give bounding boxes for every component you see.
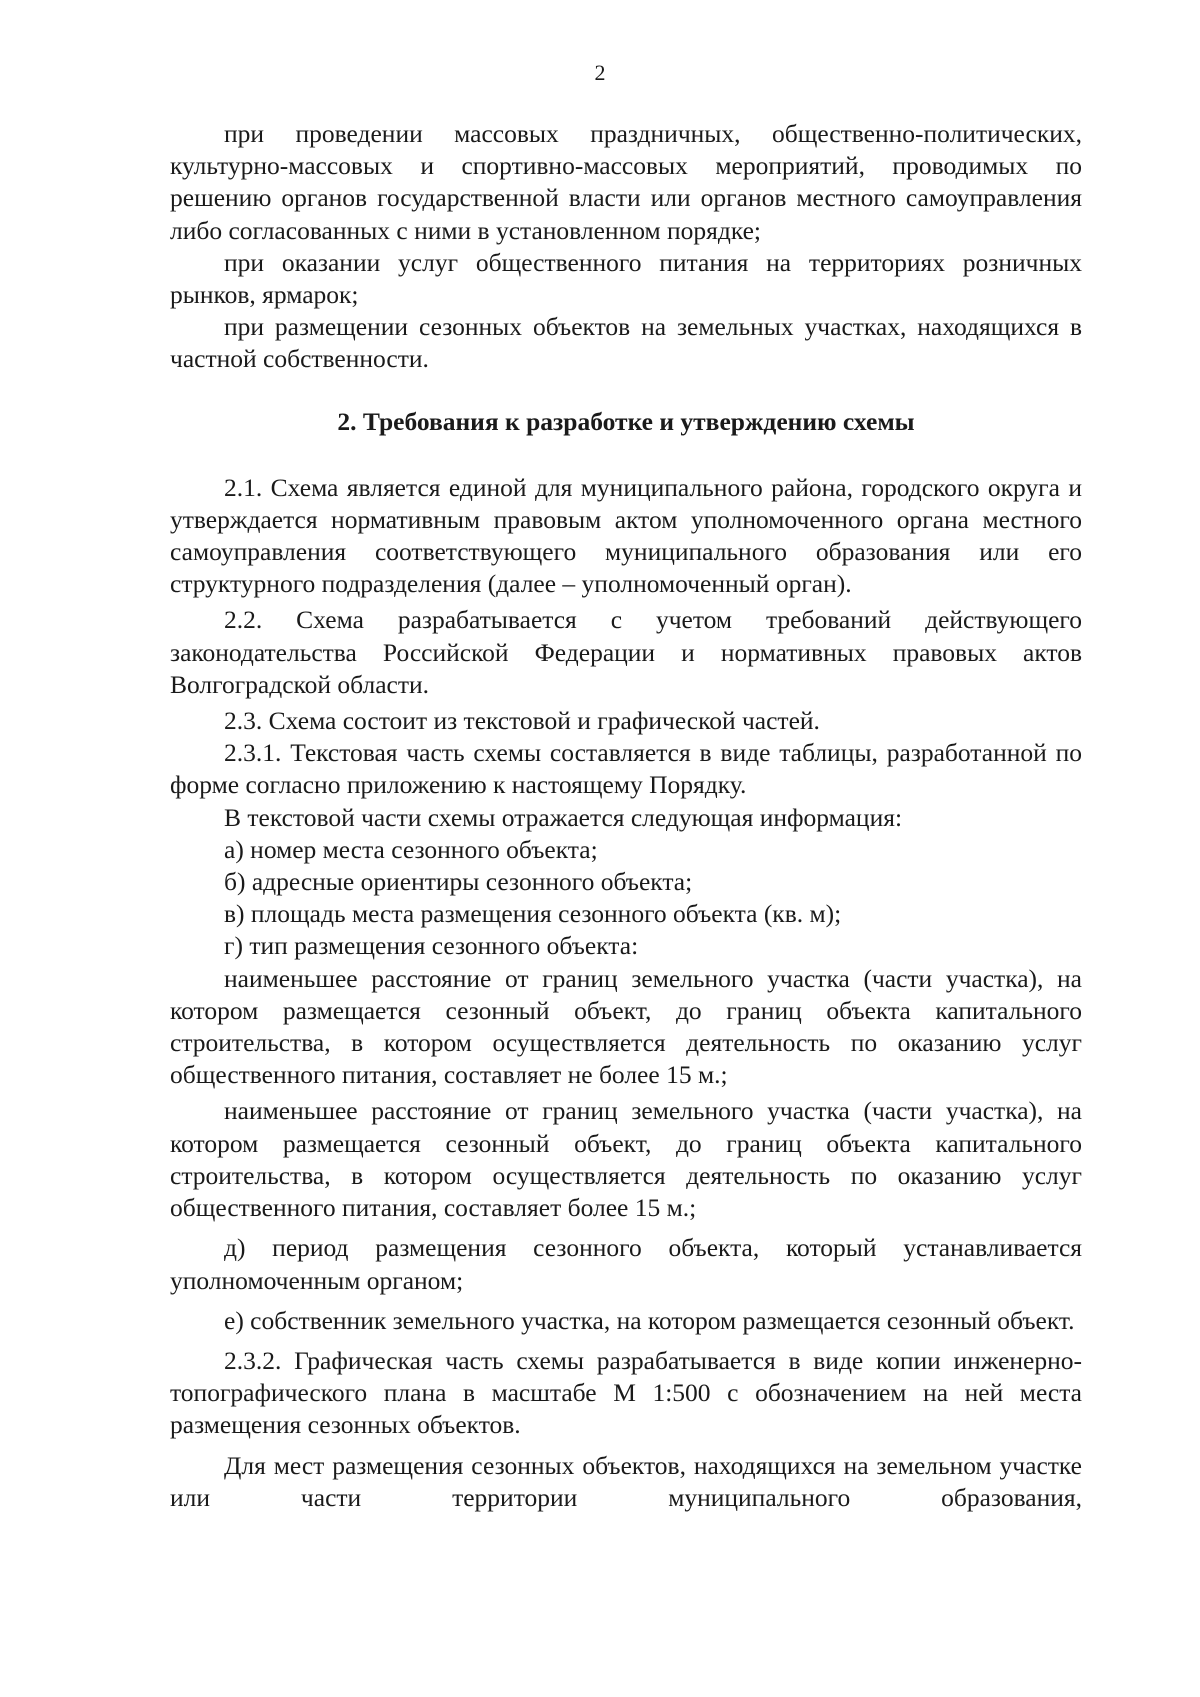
list-item-a: а) номер места сезонного объекта; [224, 834, 598, 864]
list-item-d: д) период размещения сезонного объекта, который устанавливается уполномоченным органом; [170, 1233, 1082, 1295]
document-body [170, 118, 1082, 1514]
final-paragraph: Для мест размещения сезонных объектов, находящихся на земельном участке или части территории муниципального образования, [170, 1450, 1082, 1512]
clause-2-2: 2.2. Схема разрабатывается с учетом требований действующего законодательства Российской Федерации и нормативных правовых актов Волгоградской области. [170, 605, 1082, 699]
distance-clause-2: наименьшее расстояние от границ земельного участка (части участка), на котором размещается сезонный объект, до границ объекта капитального строительства, в котором осуществляется деятельность по оказанию услуг общественного питания, составляет более 15 м.; [170, 1096, 1082, 1223]
list-item-e: е) собственник земельного участка, на котором размещается сезонный объект. [224, 1305, 1075, 1335]
clause-2-3-1: 2.3.1. Текстовая часть схемы составляется в виде таблицы, разработанной по форме согласно приложению к настоящему Порядку. [170, 738, 1082, 800]
section-heading: 2. Требования к разработке и утверждению схемы [337, 406, 915, 436]
clause-2-3-2: 2.3.2. Графическая часть схемы разрабатывается в виде копии инженерно-топографического плана в масштабе М 1:500 с обозначением на ней места размещения сезонных объектов. [170, 1345, 1082, 1440]
intro-item-2: при оказании услуг общественного питания на территориях розничных рынков, ярмарок; [170, 247, 1082, 310]
list-item-b: б) адресные ориентиры сезонного объекта; [224, 867, 693, 897]
text-part-intro: В текстовой части схемы отражается следующая информация: [224, 802, 903, 832]
intro-item-1: при проведении массовых праздничных, общественно-политических, культурно-массовых и спортивно-массовых мероприятий, проводимых по решению органов государственной власти или органов местного самоуправления либо согласованных с ними в установленном порядке; [170, 119, 1082, 245]
clause-2-1: 2.1. Схема является единой для муниципального района, городского округа и утверждается нормативным правовым актом уполномоченного органа местного самоуправления соответствующего муниципального образования или его структурного подразделения (далее – уполномоченный орган). [170, 472, 1082, 599]
intro-item-3: при размещении сезонных объектов на земельных участках, находящихся в частной собственности. [170, 312, 1082, 374]
clause-2-3: 2.3. Схема состоит из текстовой и графической частей. [224, 706, 820, 736]
list-item-v: в) площадь места размещения сезонного объекта (кв. м); [224, 899, 842, 929]
list-item-g: г) тип размещения сезонного объекта: [224, 931, 639, 961]
page-number: 2 [594, 60, 606, 85]
distance-clause-1: наименьшее расстояние от границ земельного участка (части участка), на котором размещается сезонный объект, до границ объекта капитального строительства, в котором осуществляется деятельность по оказанию услуг общественного питания, составляет не более 15 м.; [170, 963, 1082, 1090]
